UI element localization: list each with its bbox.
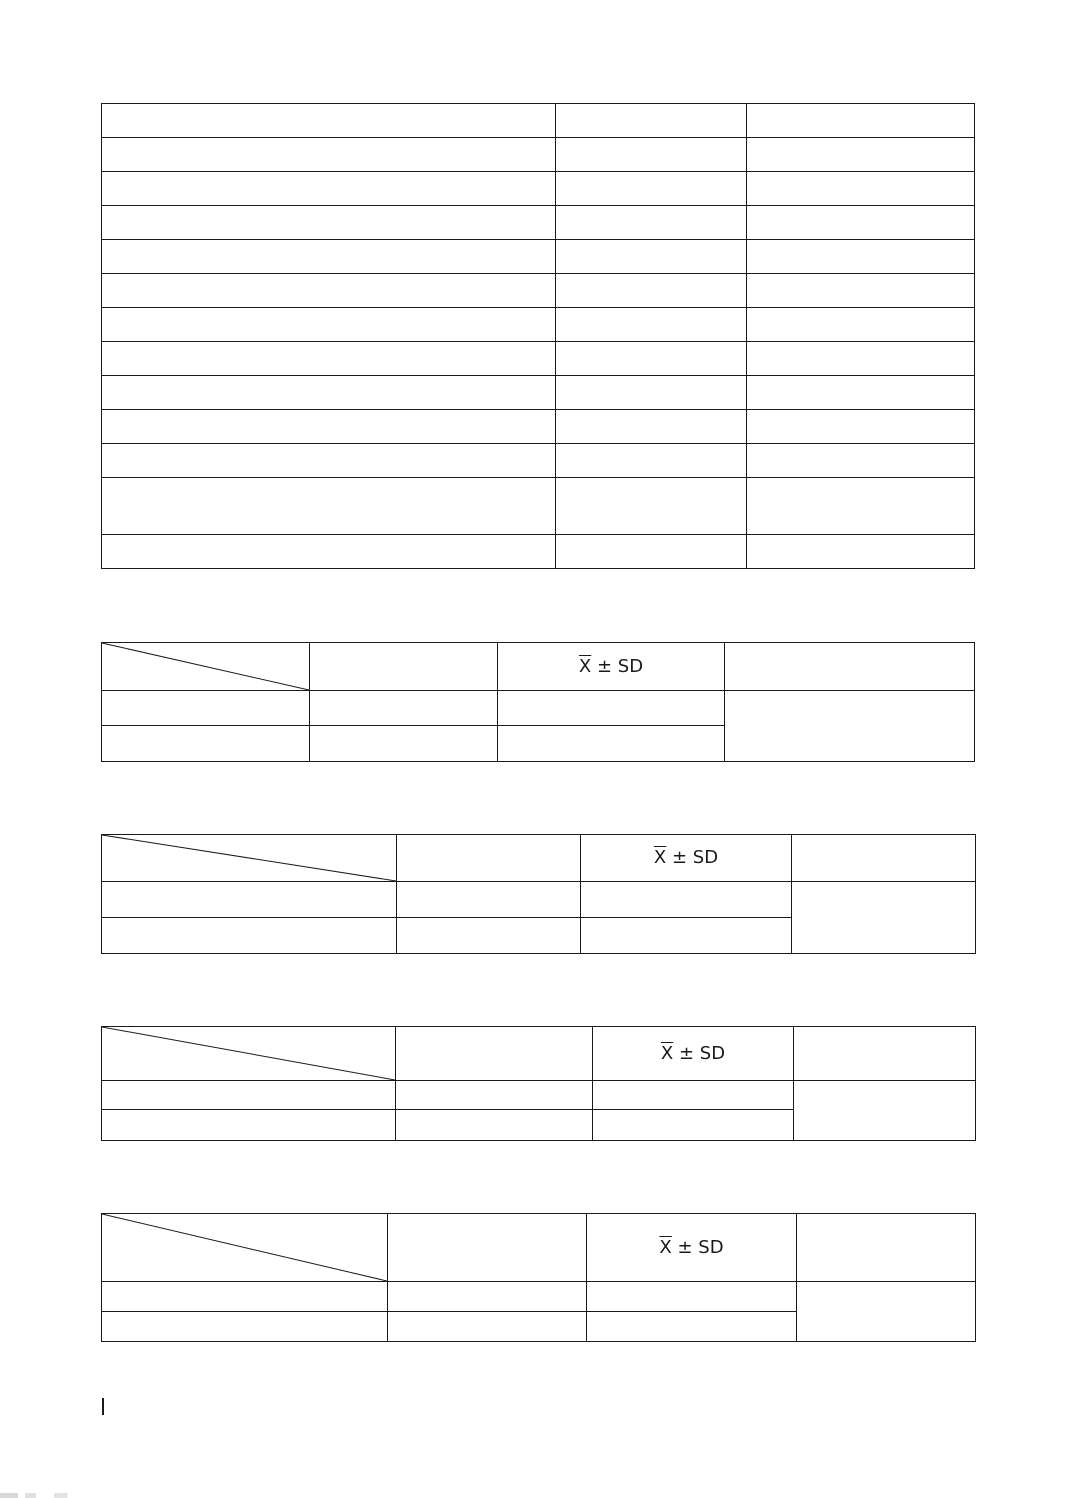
table-cell xyxy=(102,138,556,172)
table-cell xyxy=(747,206,975,240)
x-bar-symbol: $\overline{X}$ xyxy=(653,847,667,868)
bottom-edge-residue xyxy=(0,1493,90,1498)
table-cell xyxy=(747,104,975,138)
table-row xyxy=(102,342,975,376)
mean-sd-header xyxy=(593,1027,794,1081)
table-row xyxy=(102,240,975,274)
merged-cell xyxy=(792,882,976,954)
table-row xyxy=(102,274,975,308)
table-cell xyxy=(556,410,747,444)
x-bar-symbol: $\overline{X}$ xyxy=(659,1236,672,1258)
table-cell xyxy=(388,1214,587,1282)
table-cell xyxy=(102,274,556,308)
table-cell xyxy=(102,1312,388,1342)
merged-cell xyxy=(725,691,975,762)
mean-sd-header xyxy=(498,643,725,691)
table-cell xyxy=(397,882,581,918)
table-cell xyxy=(102,918,397,954)
table-row xyxy=(102,1282,976,1312)
table-cell xyxy=(747,535,975,569)
table-cell xyxy=(797,1214,976,1282)
merged-cell xyxy=(794,1081,976,1141)
table-cell xyxy=(102,410,556,444)
table-cell xyxy=(102,882,397,918)
table-cell xyxy=(310,691,498,726)
table-cell xyxy=(102,308,556,342)
table-cell xyxy=(556,172,747,206)
table-cell xyxy=(102,240,556,274)
table-cell xyxy=(747,376,975,410)
table-cell xyxy=(397,835,581,882)
table-cell xyxy=(102,172,556,206)
table-5 xyxy=(101,1213,976,1342)
table-cell xyxy=(747,138,975,172)
table-cell xyxy=(102,1081,396,1110)
table-row xyxy=(102,138,975,172)
table-cell xyxy=(747,478,975,535)
table-cell xyxy=(747,410,975,444)
table-cell xyxy=(310,643,498,691)
table-row xyxy=(102,535,975,569)
table-2 xyxy=(101,642,975,762)
diagonal-line xyxy=(102,1214,387,1281)
table-4 xyxy=(101,1026,976,1141)
table-cell xyxy=(310,726,498,762)
table-cell xyxy=(397,918,581,954)
table-row xyxy=(102,172,975,206)
table-cell xyxy=(396,1110,593,1141)
table-cell xyxy=(747,172,975,206)
table-cell xyxy=(556,274,747,308)
table-cell xyxy=(102,1282,388,1312)
table-row xyxy=(102,444,975,478)
table-cell xyxy=(556,104,747,138)
plus-minus-sd: ± SD xyxy=(591,655,644,677)
margin-mark xyxy=(102,1398,104,1415)
table-cell xyxy=(556,308,747,342)
diagonal-line xyxy=(102,835,396,881)
table-cell xyxy=(587,1282,797,1312)
table-cell xyxy=(102,691,310,726)
table-cell xyxy=(747,342,975,376)
table-row xyxy=(102,882,976,918)
table-row xyxy=(102,308,975,342)
table-cell xyxy=(102,726,310,762)
table-cell xyxy=(498,726,725,762)
table-cell xyxy=(388,1312,587,1342)
table-cell xyxy=(102,478,556,535)
table-row xyxy=(102,206,975,240)
table-cell xyxy=(556,478,747,535)
table-cell xyxy=(102,535,556,569)
plus-minus-sd: ± SD xyxy=(671,1236,724,1258)
diagonal-header-cell xyxy=(102,1214,388,1282)
table-header-row xyxy=(102,1027,976,1081)
table-cell xyxy=(747,444,975,478)
x-bar-symbol: $\overline{X}$ xyxy=(660,1042,674,1064)
table-header-row xyxy=(102,643,975,691)
table-1 xyxy=(101,103,975,569)
table-cell xyxy=(388,1282,587,1312)
table-cell xyxy=(556,444,747,478)
table-cell xyxy=(794,1027,976,1081)
table-row xyxy=(102,1081,976,1110)
table-cell xyxy=(556,342,747,376)
table-cell xyxy=(498,691,725,726)
table-cell xyxy=(102,206,556,240)
table-cell xyxy=(102,376,556,410)
table-cell xyxy=(102,1110,396,1141)
table-cell xyxy=(556,240,747,274)
table-row xyxy=(102,410,975,444)
table-cell xyxy=(593,1110,794,1141)
mean-sd-header xyxy=(581,835,792,882)
table-cell xyxy=(747,308,975,342)
table-header-row xyxy=(102,835,976,882)
table-cell xyxy=(747,274,975,308)
diagonal-header-cell xyxy=(102,643,310,691)
table-cell xyxy=(792,835,976,882)
mean-sd-header xyxy=(587,1214,797,1282)
table-cell xyxy=(556,138,747,172)
table-3 xyxy=(101,834,976,954)
table-cell xyxy=(102,104,556,138)
table-cell xyxy=(102,342,556,376)
table-cell xyxy=(556,376,747,410)
table-cell xyxy=(593,1081,794,1110)
table-row xyxy=(102,376,975,410)
table-cell xyxy=(725,643,975,691)
table-cell xyxy=(581,882,792,918)
table-cell xyxy=(556,535,747,569)
merged-cell xyxy=(797,1282,976,1342)
table-cell xyxy=(747,240,975,274)
diagonal-header-cell xyxy=(102,835,397,882)
table-cell xyxy=(587,1312,797,1342)
table-cell xyxy=(396,1081,593,1110)
table-cell xyxy=(556,206,747,240)
table-header-row xyxy=(102,1214,976,1282)
table-cell xyxy=(102,444,556,478)
table-row xyxy=(102,478,975,535)
plus-minus-sd: ± SD xyxy=(673,1042,726,1064)
plus-minus-sd: ± SD xyxy=(666,847,719,868)
table-row xyxy=(102,691,975,726)
diagonal-header-cell xyxy=(102,1027,396,1081)
diagonal-line xyxy=(102,643,309,690)
table-row xyxy=(102,104,975,138)
table-cell xyxy=(581,918,792,954)
diagonal-line xyxy=(102,1027,395,1080)
x-bar-symbol: $\overline{X}$ xyxy=(578,655,592,677)
table-cell xyxy=(396,1027,593,1081)
